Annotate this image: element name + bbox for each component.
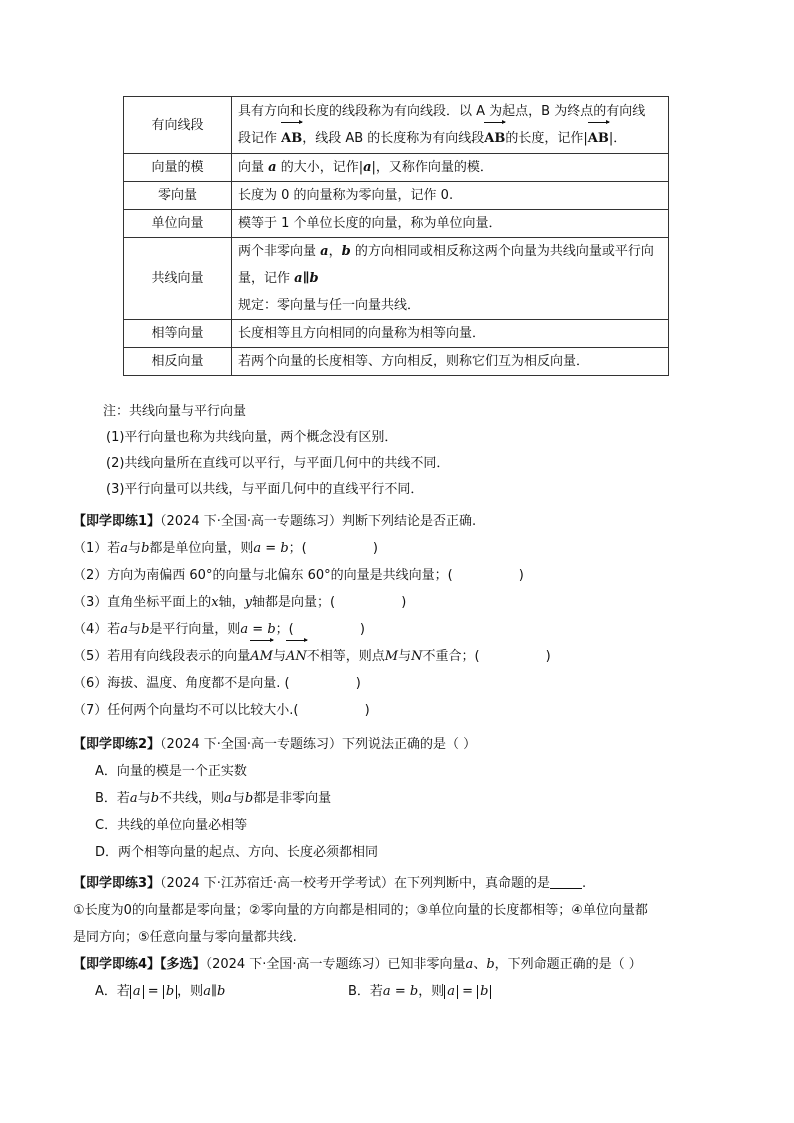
- vector-an: [286, 643, 307, 670]
- vector-symbol: b: [141, 541, 150, 556]
- text-span: 的方向相同或相反称这两个向量为共线向量或平行向: [350, 244, 654, 259]
- text-span: A．若: [95, 984, 130, 999]
- vector-ab: [484, 125, 505, 152]
- exercise-tag: 【即学即练4】: [73, 957, 161, 972]
- vector-symbol: a: [382, 984, 391, 999]
- text-span: 与: [398, 649, 412, 664]
- text-span: 与: [137, 791, 151, 806]
- text-span: |，又称作向量的模．: [371, 160, 493, 175]
- exercise-item: （6）海拔、温度、角度都不是向量. ( ): [73, 676, 361, 691]
- vector-symbol: a: [253, 541, 262, 556]
- table-row: [124, 154, 669, 182]
- options-row: [73, 978, 753, 1005]
- vector-magnitude: [163, 985, 177, 999]
- math-symbol: x: [211, 595, 219, 610]
- vector-label: AB: [281, 131, 303, 146]
- vector-symbol: a: [129, 791, 138, 806]
- text-span: =: [261, 541, 281, 556]
- exercise-3: [73, 870, 753, 951]
- table-row: [124, 320, 669, 348]
- note-item: (3)平行向量可以共线，与平面几何中的直线平行不同．: [106, 482, 424, 497]
- definition-line: [238, 238, 662, 265]
- text-span: |．: [608, 131, 627, 146]
- vector-am: [250, 643, 273, 670]
- exercise-header: [73, 508, 753, 535]
- math-symbol: y: [244, 595, 252, 610]
- text-span: 量，记作: [238, 271, 295, 286]
- vector-symbol: a: [240, 622, 249, 637]
- exercise-1: [73, 508, 753, 724]
- text-span: 都是单位向量，则: [149, 541, 254, 556]
- vector-ab: [281, 125, 302, 152]
- notes-section: [103, 399, 703, 503]
- vector-symbol: b: [267, 622, 276, 637]
- text-span: =: [248, 622, 268, 637]
- multi-select-tag: 【多选】: [160, 957, 206, 972]
- exercise-2: [73, 731, 753, 866]
- table-row: [124, 348, 669, 376]
- vector-definitions-table: [123, 96, 669, 376]
- table-term-cell: 单位向量: [124, 210, 232, 238]
- vector-symbol: b: [244, 791, 254, 806]
- option-d[interactable]: D．两个相等向量的起点、方向、长度必须都相同: [95, 845, 379, 860]
- exercise-header: [73, 731, 753, 758]
- exercise-item: [73, 616, 753, 643]
- vector-symbol: b: [165, 984, 175, 999]
- option-a[interactable]: [73, 978, 225, 1005]
- exercise-header: [73, 951, 753, 978]
- notes-title: 注：共线向量与平行向量: [103, 404, 247, 419]
- vector-magnitude: [444, 985, 458, 999]
- table-term-cell: 共线向量: [124, 238, 232, 320]
- text-span: 与: [128, 622, 142, 637]
- exercise-item: [73, 589, 753, 616]
- text-span: 都是非零向量: [253, 791, 332, 806]
- table-term-cell: 相反向量: [124, 348, 232, 376]
- exercise-header: [73, 870, 753, 897]
- text-span: ，则: [177, 984, 204, 999]
- answer-blank[interactable]: ；( ): [275, 622, 365, 637]
- answer-blank[interactable]: 轴都是向量；( ): [252, 595, 407, 610]
- option-a[interactable]: A．向量的模是一个正实数: [95, 764, 247, 779]
- vector-symbol: b: [150, 791, 160, 806]
- vector-symbol: a: [132, 984, 141, 999]
- vector-symbol: b: [486, 957, 495, 972]
- definition-line: 规定：零向量与任一向量共线．: [238, 298, 421, 313]
- exercise-source: （2024 下·全国·高一专题练习）下列说法正确的是（ ）: [160, 737, 477, 752]
- parallel-notation: a∥b: [203, 984, 226, 999]
- vector-symbol: b: [480, 984, 489, 999]
- vector-label: AN: [286, 649, 307, 664]
- vector-symbol: a: [224, 791, 232, 806]
- text-span: B．若: [348, 984, 383, 999]
- exercise-item: [73, 535, 753, 562]
- option-b[interactable]: [348, 978, 491, 1005]
- parallel-notation: a∥b: [294, 271, 319, 286]
- table-definition-cell: 模等于 1 个单位长度的向量，称为单位向量．: [232, 210, 669, 238]
- note-item: (1)平行向量也称为共线向量，两个概念没有区别．: [106, 430, 398, 445]
- vector-label: AB: [484, 131, 506, 146]
- text-span: B．若: [95, 791, 130, 806]
- vector-symbol: a: [447, 984, 455, 999]
- text-span: 不相等，则点: [306, 649, 385, 664]
- table-definition-cell: [232, 154, 669, 182]
- text-span: =: [457, 984, 478, 999]
- text-span: 的长度，记作|: [505, 131, 588, 146]
- text-span: 两个非零向量: [238, 244, 321, 259]
- exercise-body: ①长度为0的向量都是零向量；②零向量的方向都是相同的；③单位向量的长度都相等；④单位向量都: [73, 903, 648, 918]
- text-span: ，下列命题正确的是（ ）: [494, 957, 642, 972]
- answer-blank[interactable]: [550, 874, 582, 889]
- exercise-item: （7）任何两个向量均不可以比较大小.( ): [73, 703, 370, 718]
- definition-line: [238, 265, 662, 292]
- definition-line: [238, 125, 662, 152]
- point-label: N: [411, 649, 423, 664]
- table-term-cell: 有向线段: [124, 97, 232, 154]
- note-item: (2)共线向量所在直线可以平行，与平面几何中的共线不同．: [106, 456, 450, 471]
- text-span: 、: [473, 957, 487, 972]
- table-definition-cell: 长度相等且方向相同的向量称为相等向量．: [232, 320, 669, 348]
- text-span: （1）若: [73, 541, 121, 556]
- text-span: 与: [128, 541, 142, 556]
- text-span: 段记作: [238, 131, 282, 146]
- vector-magnitude: [130, 985, 144, 999]
- exercise-tag: 【即学即练2】: [73, 737, 161, 752]
- vector-label: AM: [250, 649, 273, 664]
- exercise-tag: 【即学即练3】: [73, 876, 161, 891]
- table-row: [124, 210, 669, 238]
- vector-symbol: b: [341, 244, 351, 259]
- text-span: .: [582, 876, 587, 891]
- vector-symbol: b: [141, 622, 150, 637]
- vector-magnitude: [477, 985, 491, 999]
- vector-symbol: b: [409, 984, 419, 999]
- table-definition-cell: 若两个向量的长度相等、方向相反，则称它们互为相反向量．: [232, 348, 669, 376]
- table-row: [124, 238, 669, 320]
- definition-line: 具有方向和长度的线段称为有向线段．以 A 为起点，B 为终点的有向线: [238, 104, 646, 119]
- text-span: =: [390, 984, 410, 999]
- point-label: M: [384, 649, 399, 664]
- answer-blank[interactable]: 不重合；( ): [422, 649, 551, 664]
- vector-symbol: a: [320, 244, 329, 259]
- exercise-source: （2024 下·全国·高一专题练习）判断下列结论是否正确.: [160, 514, 477, 529]
- vector-symbol: a: [363, 160, 372, 175]
- table-definition-cell: 长度为 0 的向量称为零向量，记作 0.: [232, 182, 669, 210]
- option-b[interactable]: [73, 785, 753, 812]
- exercise-source: （2024 下·江苏宿迁·高一校考开学考试）在下列判断中，真命题的是: [160, 876, 551, 891]
- answer-blank[interactable]: ；( ): [288, 541, 378, 556]
- text-span: （4）若: [73, 622, 121, 637]
- option-c[interactable]: C．共线的单位向量必相等: [95, 818, 248, 833]
- vector-symbol: a: [120, 541, 129, 556]
- text-span: =: [143, 984, 163, 999]
- text-span: 轴，: [218, 595, 245, 610]
- table-definition-cell: [232, 97, 669, 154]
- text-span: 向量: [238, 160, 269, 175]
- vector-symbol: a: [268, 160, 277, 175]
- vector-label: AB: [587, 131, 609, 146]
- text-span: （3）直角坐标平面上的: [73, 595, 212, 610]
- vector-ab: [588, 125, 609, 152]
- text-span: 与: [272, 649, 286, 664]
- table-row: [124, 97, 669, 154]
- table-term-cell: 向量的模: [124, 154, 232, 182]
- exercise-item: [73, 643, 753, 670]
- text-span: （5）若用有向线段表示的向量: [73, 649, 251, 664]
- table-term-cell: 零向量: [124, 182, 232, 210]
- text-span: 与: [231, 791, 245, 806]
- text-span: 的大小，记作|: [276, 160, 364, 175]
- text-span: 不共线，则: [159, 791, 225, 806]
- exercise-4: [73, 951, 753, 1005]
- exercise-body: 是同方向；⑤任意向量与零向量都共线.: [73, 930, 297, 945]
- text-span: ，: [328, 244, 342, 259]
- text-span: ，则: [418, 984, 445, 999]
- vector-symbol: a: [465, 957, 474, 972]
- table-row: [124, 182, 669, 210]
- table-term-cell: 相等向量: [124, 320, 232, 348]
- exercise-item: （2）方向为南偏西 60°的向量与北偏东 60°的向量是共线向量；( ): [73, 568, 524, 583]
- table-definition-cell: [232, 238, 669, 320]
- vector-symbol: b: [280, 541, 289, 556]
- text-span: ，线段 AB 的长度称为有向线段: [302, 131, 485, 146]
- exercise-source: （2024 下·全国·高一专题练习）已知非零向量: [205, 957, 466, 972]
- vector-symbol: a: [120, 622, 129, 637]
- text-span: 是平行向量，则: [149, 622, 241, 637]
- exercise-tag: 【即学即练1】: [73, 514, 161, 529]
